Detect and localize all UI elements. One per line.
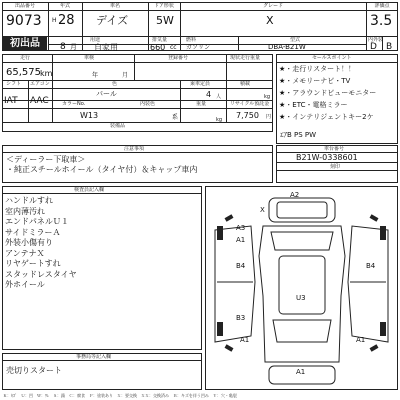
color-value: パール <box>96 90 117 98</box>
score-label: 評価点 <box>374 3 390 9</box>
exterior-grade: B <box>386 42 393 52</box>
damage-x: X <box>260 206 265 214</box>
color-tone: 系 <box>172 114 179 121</box>
damage-a1-rear-right: A1 <box>356 336 366 344</box>
color-no-value: W13 <box>80 111 99 120</box>
year-era: H <box>52 17 57 24</box>
color-label: 色 <box>112 81 118 87</box>
damage-b4-left: B4 <box>236 262 246 270</box>
inspection-item: リヤゲートすれ <box>5 259 61 268</box>
grade-value: X <box>266 14 274 27</box>
remarks-title: 注意事項 <box>124 146 145 152</box>
damage-b3: B3 <box>236 314 246 322</box>
mileage-value: 65,575 <box>6 67 41 78</box>
shift-value: IAT <box>4 96 18 106</box>
type-value: DBA-B21W <box>268 43 306 51</box>
inspection-item: エンドパネルＵ１ <box>5 217 69 226</box>
lot-number: 9073 <box>6 13 42 29</box>
ac-value: AAC <box>30 96 49 106</box>
sales-point-item: ★・走行リスタート！！ <box>279 65 356 73</box>
month-value: 8 <box>60 42 66 52</box>
inspection-item: アンテナＸ <box>5 248 45 258</box>
recycle-label: リサイクル預託金 <box>230 101 270 107</box>
month-unit: 月 <box>70 43 77 51</box>
damage-a2: A2 <box>290 191 300 199</box>
mileage-label: 走行 <box>20 55 31 61</box>
fuel-label: 燃料 <box>186 37 197 43</box>
stamp-label: 刻印 <box>330 164 341 170</box>
inspection-title: 検査員記入欄 <box>74 187 105 193</box>
weight-unit: kg <box>216 117 223 123</box>
inspection-item: 外装小傷有り <box>5 238 53 247</box>
cc-unit: cc <box>170 44 177 51</box>
equipment-label: 装備品 <box>110 123 126 129</box>
sales-point-item: ★・インテリジェントキー2ケ <box>279 113 374 121</box>
score-value: 3.5 <box>370 13 393 29</box>
cc-value: 660 <box>150 43 166 52</box>
weight-label: 重量 <box>196 101 207 107</box>
sales-point-item: ★・ETC・電格ミラー <box>279 101 348 109</box>
remarks-line-2: ・純正スチールホイール（タイヤ付）＆キャップ車内 <box>6 165 198 174</box>
inspection-item: サイドミラーＡ <box>5 227 61 237</box>
door-type: 5W <box>156 14 174 27</box>
damage-b4-right: B4 <box>366 262 376 270</box>
recycle-value: 7,750 <box>236 111 259 120</box>
grade-label: グレード <box>262 3 283 9</box>
equipment-value: ｴｱB PS PW <box>280 131 317 139</box>
inspection-item: スタッドレスタイヤ <box>5 269 77 279</box>
sales-point-item: ★・メモリーナビ・TV <box>279 77 351 85</box>
damage-legend: Ｋ：ｷｽﾞ Ｕ：凹 Ｗ：ﾜﾚ Ｓ：錆 Ｃ：腐食 Ｐ：塗装あり Ｘ：要交換 ＸＸ：交換済み Ｂ：キズを伴う凹み Ｙ：穴・亀裂 <box>3 393 237 398</box>
model-label: 車名 <box>109 3 120 9</box>
remarks-line-1: ＜ディーラー下取車＞ <box>6 155 86 164</box>
inspection-month-unit: 月 <box>122 72 129 79</box>
cc-label: 排気量 <box>152 37 168 43</box>
lot-no-label: 出品番号 <box>14 3 35 9</box>
chassis-number: B21W-0338601 <box>296 153 358 162</box>
car-diagram <box>205 186 398 390</box>
history-label: 現状走行重量 <box>230 55 261 61</box>
interior-exterior-label: 内外装 <box>368 37 384 43</box>
shift-label: シフト <box>6 81 22 87</box>
inspection-label: 車検 <box>84 55 95 61</box>
interior-grade: D <box>370 42 377 52</box>
color-no-label: カラーNo. <box>62 101 86 107</box>
reg-no-label: 登録番号 <box>168 55 189 61</box>
door-label: ドア形状 <box>154 3 174 9</box>
clerk-note: 売切りスタート <box>6 366 62 375</box>
damage-a1-rear-left: A1 <box>240 336 250 344</box>
loading-unit: kg <box>264 94 271 100</box>
inspection-year-unit: 年 <box>92 72 99 79</box>
purpose-label: 用途 <box>90 37 101 43</box>
model-name: デイズ <box>96 14 129 27</box>
year-label: 年式 <box>59 3 70 9</box>
loading-label: 積載 <box>240 81 251 87</box>
inspection-item: ハンドルすれ <box>5 196 53 205</box>
specs-table <box>2 54 273 132</box>
damage-a1-rear: A1 <box>296 368 306 376</box>
fuel-value: ガソリン <box>186 44 211 51</box>
seats-label: 乗車定員 <box>190 81 211 87</box>
interior-color-label: 内装色 <box>140 101 156 107</box>
purpose-value: 自家用 <box>94 43 118 52</box>
clerk-title: 事務局等記入欄 <box>76 354 112 360</box>
seats-value: 4 <box>206 90 212 99</box>
inspection-item: 室内薄汚れ <box>5 206 45 216</box>
ac-label: エアコン <box>30 81 50 87</box>
recycle-unit: 円 <box>266 114 272 120</box>
damage-a3: A3 <box>236 224 246 232</box>
first-listing-badge: 初出品 <box>3 37 47 50</box>
seats-unit: 人 <box>216 94 222 100</box>
damage-u3: U3 <box>296 294 306 302</box>
damage-a1-left: A1 <box>236 236 246 244</box>
sales-point-item: ★・アラウンドビューモニター <box>279 89 377 97</box>
mileage-unit: km <box>40 69 53 78</box>
model-year: 28 <box>58 13 75 28</box>
sales-points-title: セールスポイント <box>312 55 352 61</box>
inspection-item: 外ホイール <box>5 280 45 289</box>
chassis-title: 車台番号 <box>324 146 345 152</box>
type-label: 型式 <box>290 37 301 43</box>
